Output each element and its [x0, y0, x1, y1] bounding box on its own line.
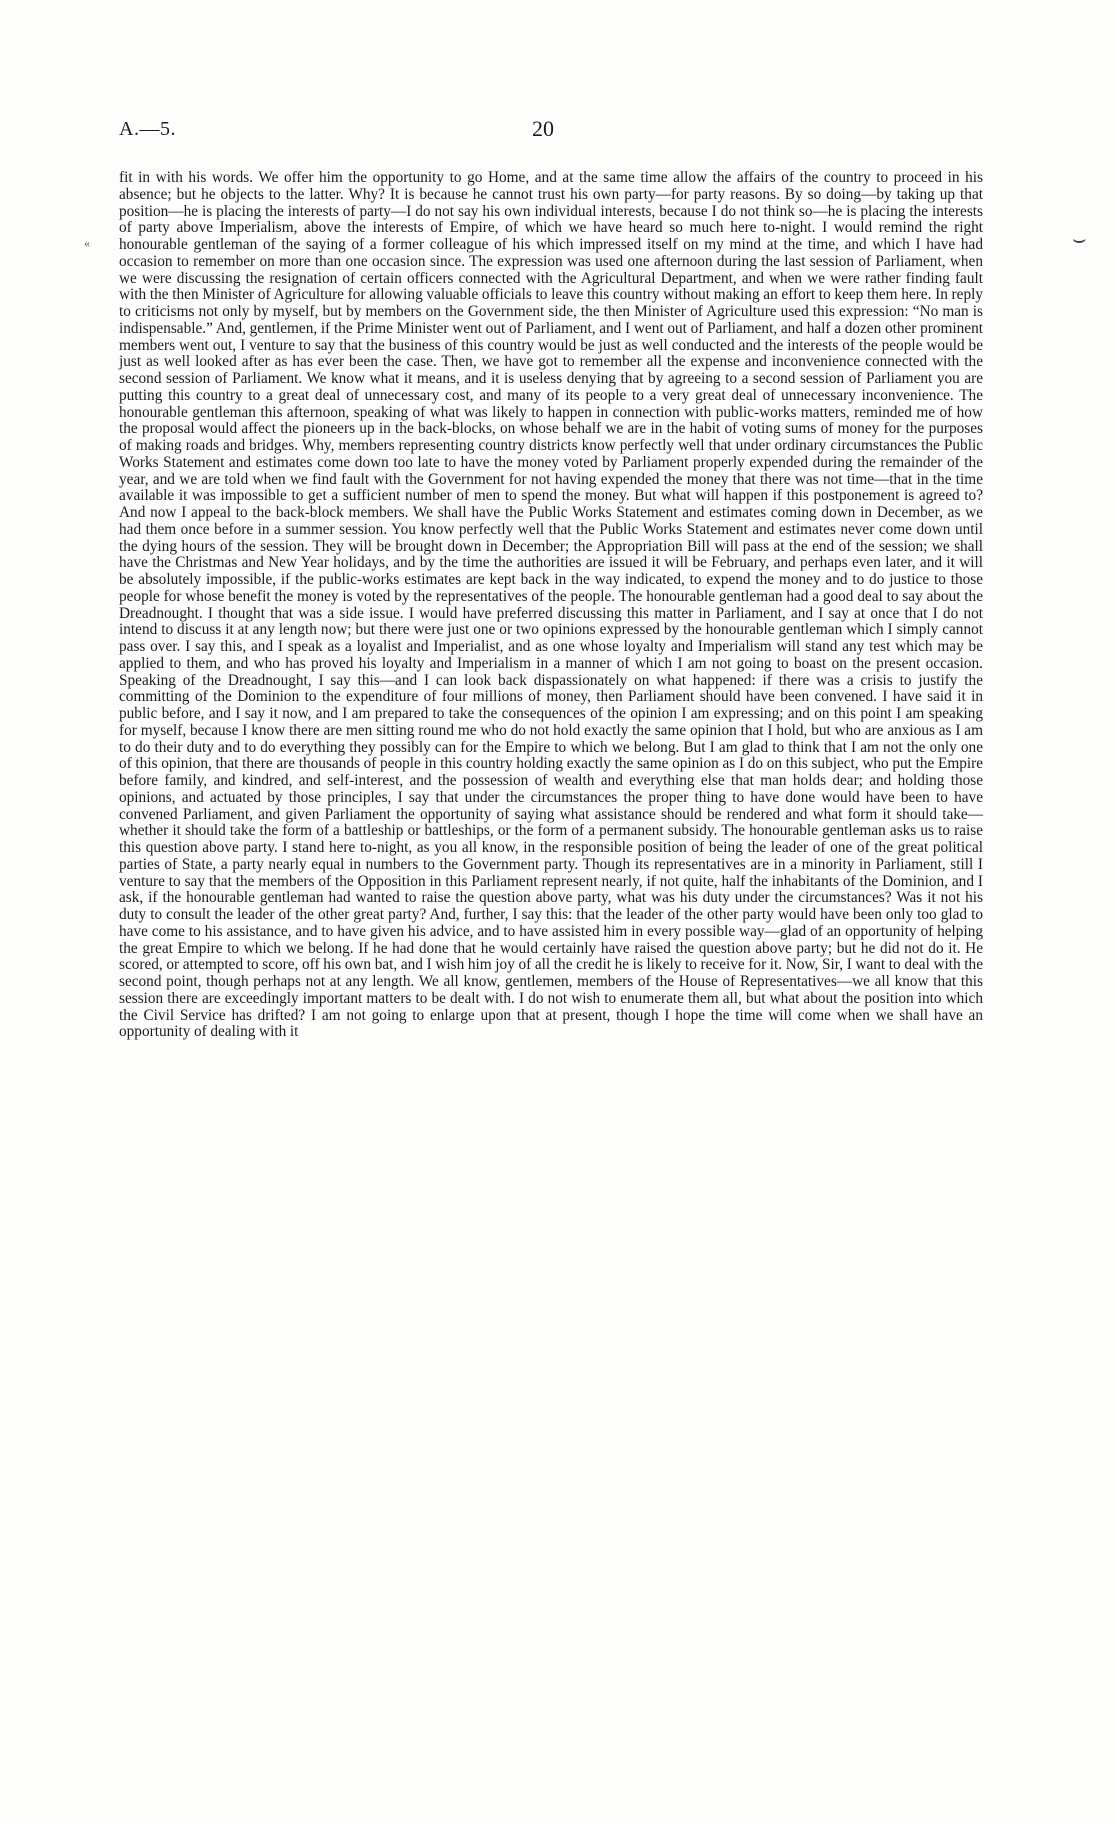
page-number: 20	[532, 116, 554, 141]
margin-mark-right: ⌣	[1072, 226, 1087, 251]
body-paragraph: fit in with his words. We offer him the opportunity to go Home, and at the same time allow the affairs of the country to proceed in his absence; but he objects to the latter. Why? It is because he cannot trust his own party—for party reasons. By so doing—by taking up that position—he is placing the interests of party—I do not say his own individual interests, because I do not think so—he is placing the interests of party above Imperialism, above the interests of Empire, of which we have heard so much here to-night. I would remind the right honourable gentleman of the saying of a former colleague of his which impressed itself on my mind at the time, and which I have had occasion to remember on more than one occasion since. The expression was used one afternoon during the last session of Parliament, when we were discussing the resignation of certain officers connected with the Agricultural Department, and when we were rather finding fault with the then Minister of Agriculture for allowing valuable officials to leave this country without making an effort to keep them here. In reply to criticisms not only by myself, but by members on the Government side, the then Minister of Agriculture used this expression: “No man is indispensable.” And, gentlemen, if the Prime Minister went out of Parliament, and I went out of Parliament, and half a dozen other prominent members went out, I venture to say that the business of this country would be just as well conducted and the interests of the people would be just as well looked after as has ever been the case. Then, we have got to remember all the expense and inconvenience connected with the second session of Parliament. We know what it means, and it is useless denying that by agreeing to a second session of Parliament you are putting this country to a great deal of unnecessary cost, and many of its people to a very great deal of unnecessary inconvenience. The honourable gentleman this afternoon, speaking of what was likely to happen in connection with public-works matters, reminded me of how the proposal would affect the pioneers up in the back-blocks, on whose behalf we are in the habit of voting sums of money for the purposes of making roads and bridges. Why, members representing country districts know perfectly well that under ordinary circumstances the Public Works Statement and estimates come down too late to have the money voted by Parliament properly expended during the remainder of the year, and we are told when we find fault with the Government for not having expended the money that there was not time—that in the time available it was impossible to get a sufficient number of men to spend the money. But what will happen if this postponement is agreed to? And now I appeal to the back-block members. We shall have the Public Works Statement and estimates coming down in December, as we had them once before in a summer session. You know perfectly well that the Public Works Statement and estimates never come down until the dying hours of the session. They will be brought down in December; the Appropriation Bill will pass at the end of the session; we shall have the Christmas and New Year holidays, and by the time the authorities are issued it will be February, and perhaps even later, and it will be absolutely impossible, if the public-works estimates are kept back in the way indicated, to expend the money and to do justice to those people for whose benefit the money is voted by the representatives of the people. The honourable gentleman had a good deal to say about the Dreadnought. I thought that was a side issue. I would have preferred discussing this matter in Parliament, and I say at once that I do not intend to discuss it at any length now; but there were just one or two opinions expressed by the honourable gentleman which I simply cannot pass over. I say this, and I speak as a loyalist and Imperialist, and as one whose loyalty and Imperialism will stand any test which may be applied to them, and who has proved his loyalty and Imperialism in a manner of which I am not going to boast on the present occasion. Speaking of the Dreadnought, I say this—and I can look back dispassionately on what happened: if there was a crisis to justify the committing of the Dominion to the expenditure of four millions of money, then Parliament should have been convened. I have said it in public before, and I say it now, and I am prepared to take the consequences of the opinion I am expressing; and on this point I am speaking for myself, because I know there are men sitting round me who do not hold exactly the same opinion that I hold, but who are anxious as I am to do their duty and to do everything they possibly can for the Empire to which we belong. But I am glad to think that I am not the only one of this opinion, that there are thousands of people in this country holding exactly the same opinion as I do on this subject, who put the Empire before family, and kindred, and self-interest, and the possession of wealth and everything else that man holds dear; and holding those opinions, and actuated by those principles, I say that under the circumstances the proper thing to have done would have been to have convened Parliament, and given Parliament the opportunity of saying what assistance should be rendered and what form it should take—whether it should take the form of a battleship or battleships, or the form of a permanent subsidy. The honourable gentleman asks us to raise this question above party. I stand here to-night, as you all know, in the responsible position of being the leader of one of the great political parties of State, a party nearly equal in numbers to the Government party. Though its representatives are in a minority in Parliament, still I venture to say that the members of the Opposition in this Parliament represent nearly, if not quite, half the inhabitants of the Dominion, and I ask, if the honourable gentleman had wanted to raise the question above party, what was his duty under the circumstances? Was it not his duty to consult the leader of the other great party? And, further, I say this: that the leader of the other party would have been only too glad to have come to his assistance, and to have given his advice, and to have assisted him in every possible way—glad of an opportunity of helping the great Empire to which we belong. If he had done that he would certainly have raised the question above party; but he did not do it. He scored, or attempted to score, off his own bat, and I wish him joy of all the credit he is likely to receive for it. Now, Sir, I want to deal with the second point, though perhaps not at any length. We all know, gentlemen, members of the House of Representatives—we all know that this session there are exceedingly important matters to be dealt with. I do not wish to enumerate them all, but what about the position into which the Civil Service has drifted? I am not going to enlarge upon that at present, though I hope the time will come when we shall have an opportunity of dealing with it	[119, 169, 983, 1041]
document-reference: A.—5.	[119, 118, 176, 140]
margin-mark-left: «	[84, 236, 90, 250]
